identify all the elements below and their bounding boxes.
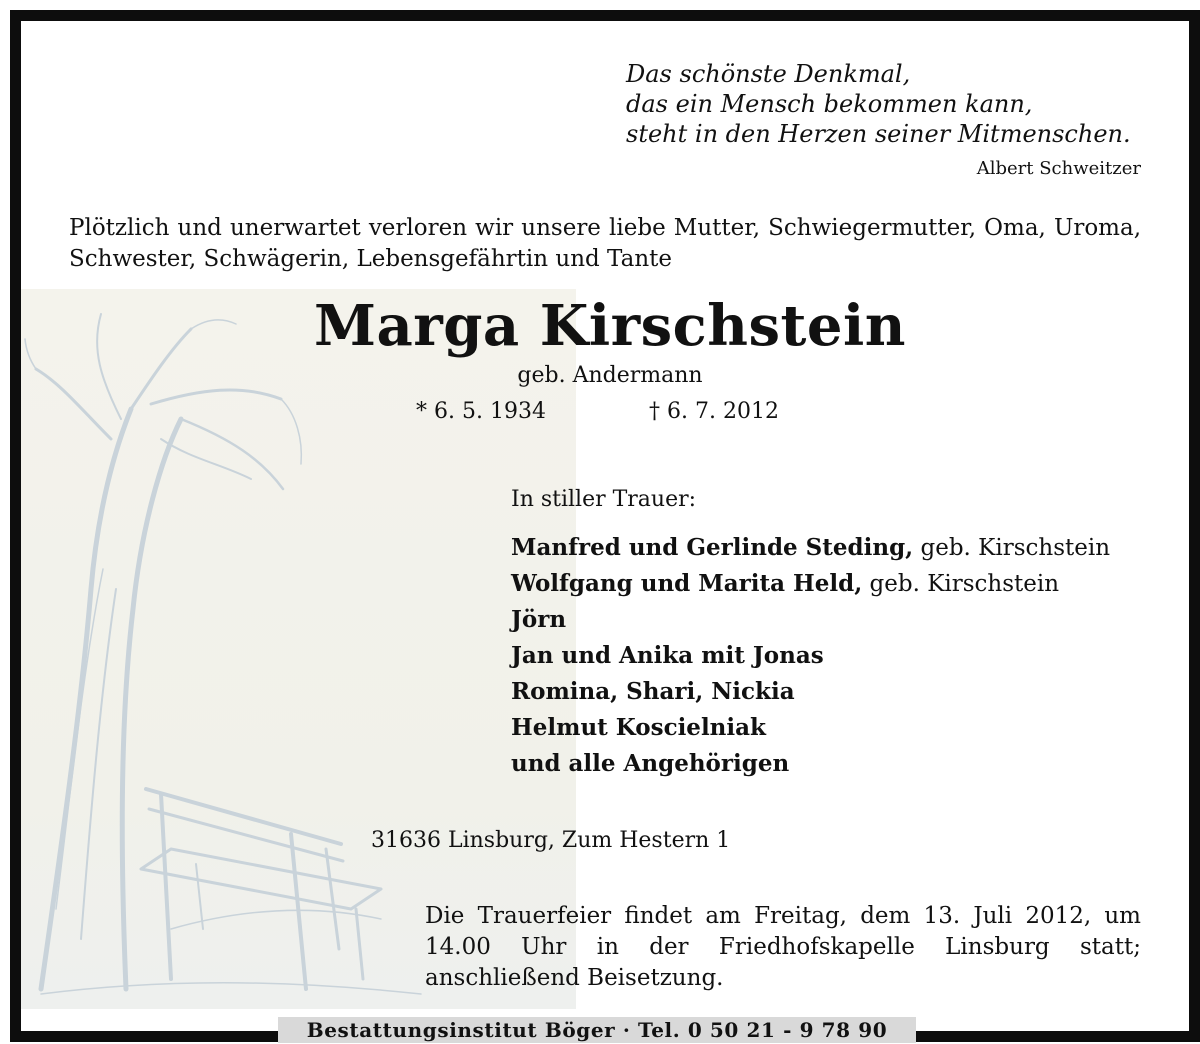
mourner-row bbox=[511, 566, 1171, 602]
obituary-frame bbox=[10, 10, 1200, 1042]
mourner-maiden: geb. Kirschstein bbox=[862, 571, 1060, 597]
quote-line: steht in den Herzen seiner Mitmenschen. bbox=[626, 120, 1131, 148]
quote-line: das ein Mensch bekommen kann, bbox=[626, 90, 1033, 118]
intro-text: Plötzlich und unerwartet verloren wir unsere liebe Mutter, Schwiegermutter, Oma, Uroma, Schwester, Schwägerin, Lebensgefährtin und Tante bbox=[69, 215, 1141, 272]
mourner-row bbox=[511, 674, 1171, 710]
mourner-name: Wolfgang und Marita Held, bbox=[511, 570, 863, 597]
funeral-service-text: Die Trauerfeier findet am Freitag, dem 13. Juli 2012, um 14.00 Uhr in der Friedhofskapelle Linsburg statt; anschließend Beisetzung. bbox=[425, 903, 1141, 991]
mourner-name: Jan und Anika mit Jonas bbox=[511, 642, 824, 669]
mourner-name: Romina, Shari, Nickia bbox=[511, 678, 795, 705]
mourner-row bbox=[511, 746, 1171, 782]
mourner-name: und alle Angehörigen bbox=[511, 750, 790, 777]
mourner-name: Jörn bbox=[511, 606, 567, 633]
deceased-name: Marga Kirschstein bbox=[313, 293, 906, 359]
mourner-maiden: geb. Kirschstein bbox=[913, 535, 1111, 561]
mourner-name: Helmut Koscielniak bbox=[511, 714, 766, 741]
funeral-home-footer: Bestattungsinstitut Böger · Tel. 0 50 21 - 9 78 90 bbox=[278, 1017, 916, 1043]
mourner-row bbox=[511, 530, 1171, 566]
mourners-list bbox=[511, 530, 1171, 782]
mourner-row bbox=[511, 602, 1171, 638]
mourner-name: Manfred und Gerlinde Steding, bbox=[511, 534, 914, 561]
quote-author: Albert Schweitzer bbox=[976, 158, 1141, 179]
death-date: † 6. 7. 2012 bbox=[649, 399, 779, 424]
mourning-label: In stiller Trauer: bbox=[511, 487, 697, 512]
family-address: 31636 Linsburg, Zum Hestern 1 bbox=[371, 828, 731, 853]
quote-line: Das schönste Denkmal, bbox=[626, 60, 911, 88]
memorial-quote bbox=[626, 59, 1146, 149]
maiden-name: geb. Andermann bbox=[517, 363, 703, 388]
mourner-row bbox=[511, 710, 1171, 746]
mourner-row bbox=[511, 638, 1171, 674]
birth-date: * 6. 5. 1934 bbox=[416, 399, 546, 424]
